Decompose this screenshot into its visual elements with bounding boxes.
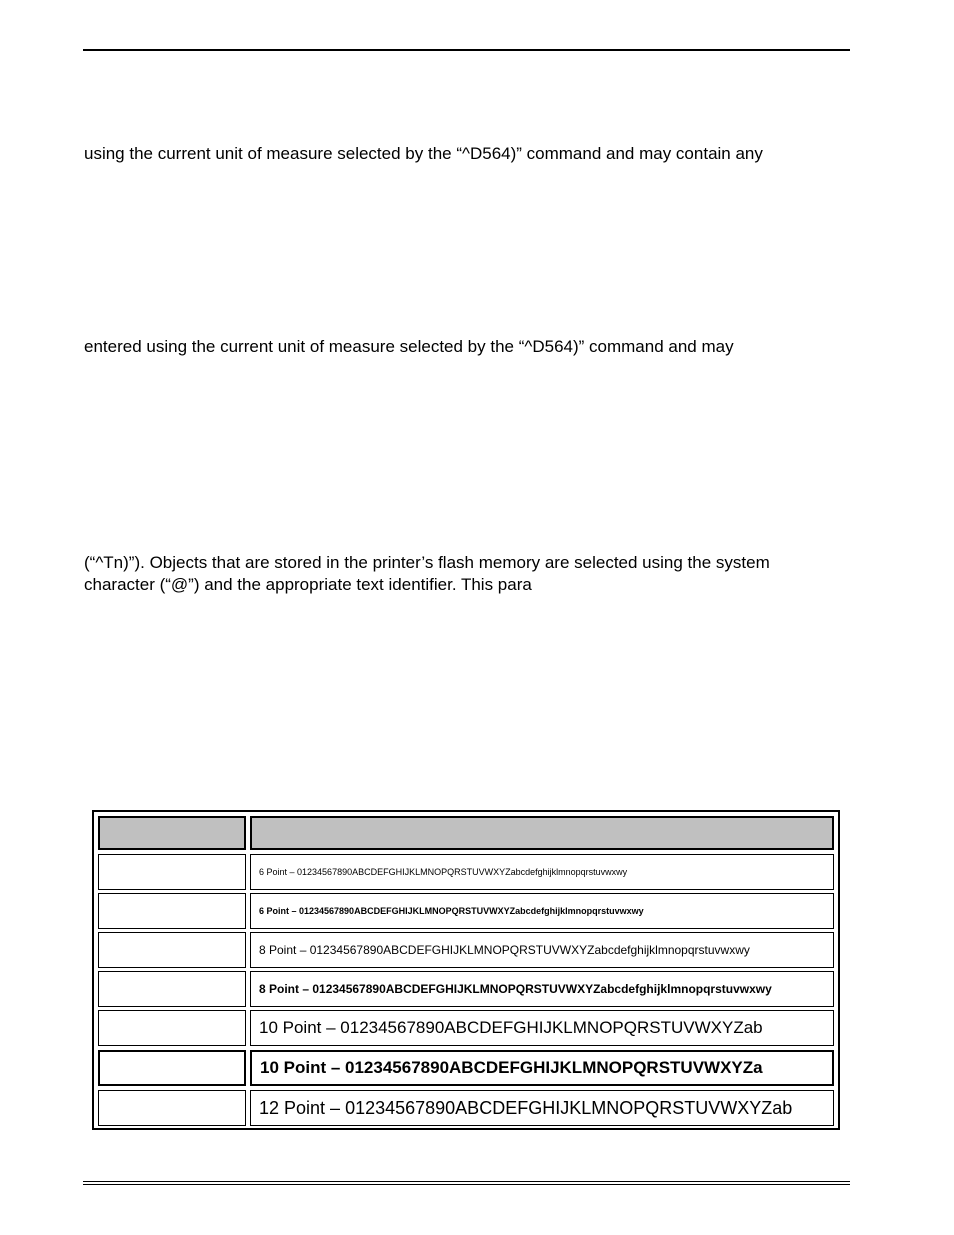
header-rule bbox=[83, 49, 850, 51]
table-row-label bbox=[98, 1010, 246, 1046]
font-sample-table bbox=[92, 810, 840, 1130]
table-row-sample: 8 Point – 01234567890ABCDEFGHIJKLMNOPQRSTUVWXYZabcdefghijklmnopqrstuvwxwy bbox=[250, 971, 834, 1007]
table-row-label bbox=[98, 893, 246, 929]
table-row-sample: 10 Point – 01234567890ABCDEFGHIJKLMNOPQRSTUVWXYZa bbox=[250, 1050, 834, 1086]
table-row-sample: 6 Point – 01234567890ABCDEFGHIJKLMNOPQRSTUVWXYZabcdefghijklmnopqrstuvwxwy bbox=[250, 893, 834, 929]
table-row-label bbox=[98, 971, 246, 1007]
table-header-sample bbox=[250, 816, 834, 850]
footer-rule-secondary bbox=[83, 1184, 850, 1185]
body-text-line-3: (“^Tn)”). Objects that are stored in the printer’s flash memory are selected using the system bbox=[84, 553, 770, 572]
body-text-line-1: using the current unit of measure selected by the “^D564)” command and may contain any bbox=[84, 144, 763, 163]
table-row-sample: 8 Point – 01234567890ABCDEFGHIJKLMNOPQRSTUVWXYZabcdefghijklmnopqrstuvwxwy bbox=[250, 932, 834, 968]
table-row-sample: 10 Point – 01234567890ABCDEFGHIJKLMNOPQRSTUVWXYZab bbox=[250, 1010, 834, 1046]
body-text-line-4: character (“@”) and the appropriate text identifier. This para bbox=[84, 575, 532, 594]
table-header-font-id bbox=[98, 816, 246, 850]
table-row-label bbox=[98, 1090, 246, 1126]
table-row-label bbox=[98, 854, 246, 890]
footer-rule bbox=[83, 1181, 850, 1182]
table-row-sample: 12 Point – 01234567890ABCDEFGHIJKLMNOPQRSTUVWXYZab bbox=[250, 1090, 834, 1126]
table-row-label bbox=[98, 932, 246, 968]
table-row-label bbox=[98, 1050, 246, 1086]
table-row-sample: 6 Point – 01234567890ABCDEFGHIJKLMNOPQRSTUVWXYZabcdefghijklmnopqrstuvwxwy bbox=[250, 854, 834, 890]
body-text-line-2: entered using the current unit of measure selected by the “^D564)” command and may bbox=[84, 337, 734, 356]
